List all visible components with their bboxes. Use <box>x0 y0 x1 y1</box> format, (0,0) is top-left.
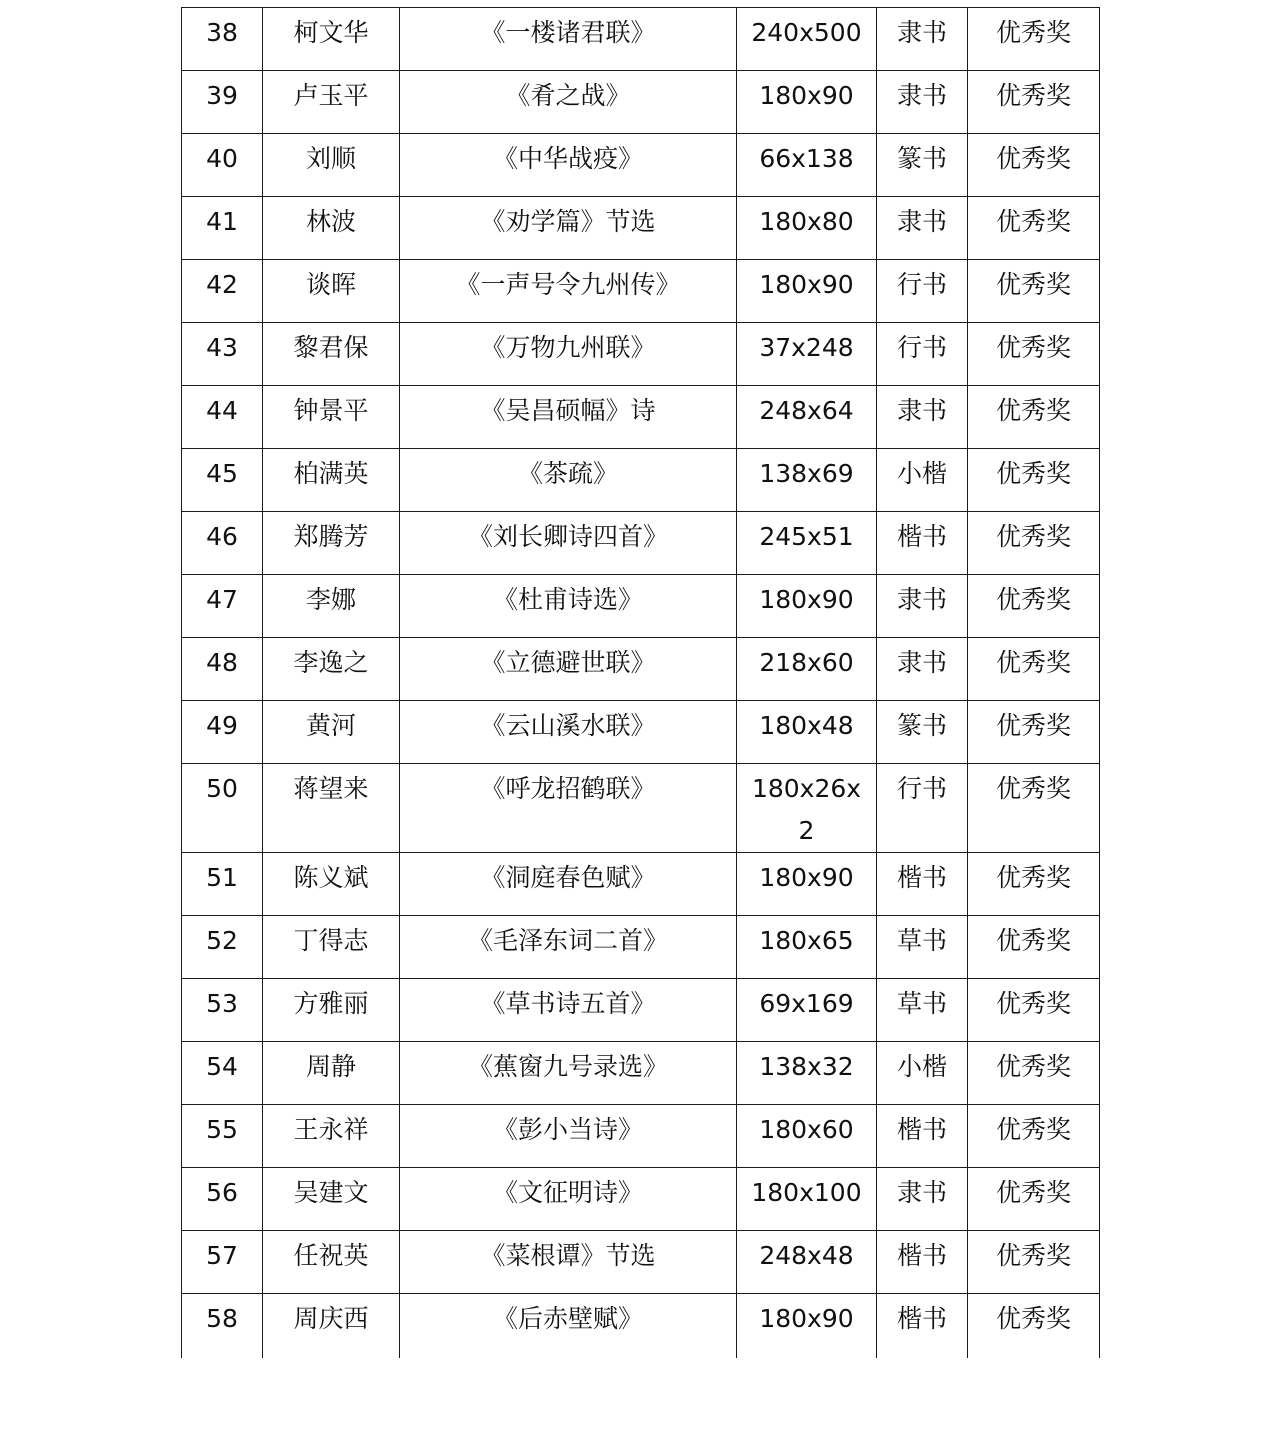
entry-number-cell: 38 <box>182 8 263 71</box>
author-name-cell: 柯文华 <box>263 8 400 71</box>
award-cell: 优秀奖 <box>968 8 1100 71</box>
table-row <box>182 197 1100 260</box>
work-size-cell: 180x90 <box>737 1294 877 1358</box>
work-title-cell: 《后赤壁赋》 <box>400 1294 737 1358</box>
script-style-cell: 隶书 <box>877 1168 968 1231</box>
author-name-cell: 丁得志 <box>263 916 400 979</box>
work-size-cell: 138x69 <box>737 449 877 512</box>
work-title-cell: 《一声号令九州传》 <box>400 260 737 323</box>
table-row <box>182 323 1100 386</box>
table-row <box>182 853 1100 916</box>
table-row <box>182 638 1100 701</box>
script-style-cell: 楷书 <box>877 1294 968 1358</box>
script-style-cell: 隶书 <box>877 386 968 449</box>
author-name-cell: 方雅丽 <box>263 979 400 1042</box>
work-title-cell: 《肴之战》 <box>400 71 737 134</box>
work-title-cell: 《蕉窗九号录选》 <box>400 1042 737 1105</box>
script-style-cell: 行书 <box>877 323 968 386</box>
award-cell: 优秀奖 <box>968 1231 1100 1294</box>
award-cell: 优秀奖 <box>968 323 1100 386</box>
work-size-cell: 180x90 <box>737 575 877 638</box>
table-row <box>182 449 1100 512</box>
work-size-cell: 138x32 <box>737 1042 877 1105</box>
award-cell: 优秀奖 <box>968 197 1100 260</box>
entry-number-cell: 42 <box>182 260 263 323</box>
award-cell: 优秀奖 <box>968 512 1100 575</box>
work-size-cell: 37x248 <box>737 323 877 386</box>
entry-number-cell: 39 <box>182 71 263 134</box>
entry-number-cell: 57 <box>182 1231 263 1294</box>
entry-number-cell: 52 <box>182 916 263 979</box>
entry-number-cell: 45 <box>182 449 263 512</box>
script-style-cell: 隶书 <box>877 638 968 701</box>
table-row <box>182 134 1100 197</box>
script-style-cell: 小楷 <box>877 1042 968 1105</box>
table-row <box>182 916 1100 979</box>
work-size-cell: 180x26x2 <box>737 764 877 853</box>
table-row <box>182 575 1100 638</box>
work-size-cell: 245x51 <box>737 512 877 575</box>
author-name-cell: 郑腾芳 <box>263 512 400 575</box>
award-cell: 优秀奖 <box>968 1105 1100 1168</box>
work-title-cell: 《洞庭春色赋》 <box>400 853 737 916</box>
table-row <box>182 979 1100 1042</box>
author-name-cell: 谈晖 <box>263 260 400 323</box>
script-style-cell: 楷书 <box>877 512 968 575</box>
entry-number-cell: 54 <box>182 1042 263 1105</box>
table-row <box>182 512 1100 575</box>
table-row <box>182 386 1100 449</box>
award-cell: 优秀奖 <box>968 71 1100 134</box>
work-title-cell: 《呼龙招鹤联》 <box>400 764 737 853</box>
table-row <box>182 1231 1100 1294</box>
award-cell: 优秀奖 <box>968 1168 1100 1231</box>
work-title-cell: 《中华战疫》 <box>400 134 737 197</box>
work-size-cell: 180x65 <box>737 916 877 979</box>
award-list-table <box>181 7 1100 1358</box>
script-style-cell: 行书 <box>877 764 968 853</box>
work-title-cell: 《杜甫诗选》 <box>400 575 737 638</box>
author-name-cell: 林波 <box>263 197 400 260</box>
work-title-cell: 《彭小当诗》 <box>400 1105 737 1168</box>
table-row <box>182 1294 1100 1358</box>
entry-number-cell: 44 <box>182 386 263 449</box>
award-list-table-container <box>181 7 1099 1358</box>
entry-number-cell: 51 <box>182 853 263 916</box>
work-size-cell: 66x138 <box>737 134 877 197</box>
author-name-cell: 黄河 <box>263 701 400 764</box>
entry-number-cell: 40 <box>182 134 263 197</box>
script-style-cell: 草书 <box>877 979 968 1042</box>
script-style-cell: 篆书 <box>877 134 968 197</box>
award-cell: 优秀奖 <box>968 916 1100 979</box>
work-size-cell: 240x500 <box>737 8 877 71</box>
entry-number-cell: 46 <box>182 512 263 575</box>
script-style-cell: 隶书 <box>877 197 968 260</box>
author-name-cell: 周庆西 <box>263 1294 400 1358</box>
work-title-cell: 《劝学篇》节选 <box>400 197 737 260</box>
work-title-cell: 《刘长卿诗四首》 <box>400 512 737 575</box>
award-cell: 优秀奖 <box>968 260 1100 323</box>
author-name-cell: 王永祥 <box>263 1105 400 1168</box>
author-name-cell: 蒋望来 <box>263 764 400 853</box>
entry-number-cell: 55 <box>182 1105 263 1168</box>
award-list-body <box>182 8 1100 1358</box>
entry-number-cell: 58 <box>182 1294 263 1358</box>
award-cell: 优秀奖 <box>968 979 1100 1042</box>
table-row <box>182 701 1100 764</box>
work-title-cell: 《万物九州联》 <box>400 323 737 386</box>
work-size-cell: 180x90 <box>737 260 877 323</box>
work-size-cell: 248x64 <box>737 386 877 449</box>
work-size-cell: 218x60 <box>737 638 877 701</box>
author-name-cell: 周静 <box>263 1042 400 1105</box>
award-cell: 优秀奖 <box>968 701 1100 764</box>
script-style-cell: 草书 <box>877 916 968 979</box>
work-size-cell: 180x80 <box>737 197 877 260</box>
author-name-cell: 李娜 <box>263 575 400 638</box>
award-cell: 优秀奖 <box>968 134 1100 197</box>
award-cell: 优秀奖 <box>968 764 1100 853</box>
work-size-cell: 180x48 <box>737 701 877 764</box>
script-style-cell: 隶书 <box>877 71 968 134</box>
award-cell: 优秀奖 <box>968 449 1100 512</box>
award-cell: 优秀奖 <box>968 1042 1100 1105</box>
table-row <box>182 1042 1100 1105</box>
script-style-cell: 楷书 <box>877 853 968 916</box>
script-style-cell: 楷书 <box>877 1105 968 1168</box>
work-title-cell: 《一楼诸君联》 <box>400 8 737 71</box>
author-name-cell: 钟景平 <box>263 386 400 449</box>
table-row <box>182 260 1100 323</box>
author-name-cell: 柏满英 <box>263 449 400 512</box>
work-title-cell: 《茶疏》 <box>400 449 737 512</box>
work-size-cell: 248x48 <box>737 1231 877 1294</box>
entry-number-cell: 41 <box>182 197 263 260</box>
entry-number-cell: 48 <box>182 638 263 701</box>
author-name-cell: 李逸之 <box>263 638 400 701</box>
table-row <box>182 71 1100 134</box>
script-style-cell: 楷书 <box>877 1231 968 1294</box>
work-title-cell: 《立德避世联》 <box>400 638 737 701</box>
work-title-cell: 《云山溪水联》 <box>400 701 737 764</box>
award-cell: 优秀奖 <box>968 575 1100 638</box>
script-style-cell: 篆书 <box>877 701 968 764</box>
award-cell: 优秀奖 <box>968 386 1100 449</box>
work-title-cell: 《文征明诗》 <box>400 1168 737 1231</box>
work-size-cell: 180x90 <box>737 71 877 134</box>
work-size-cell: 69x169 <box>737 979 877 1042</box>
script-style-cell: 隶书 <box>877 8 968 71</box>
work-size-cell: 180x90 <box>737 853 877 916</box>
work-title-cell: 《吴昌硕幅》诗 <box>400 386 737 449</box>
author-name-cell: 吴建文 <box>263 1168 400 1231</box>
script-style-cell: 小楷 <box>877 449 968 512</box>
author-name-cell: 刘顺 <box>263 134 400 197</box>
entry-number-cell: 49 <box>182 701 263 764</box>
table-row <box>182 8 1100 71</box>
work-title-cell: 《菜根谭》节选 <box>400 1231 737 1294</box>
award-cell: 优秀奖 <box>968 853 1100 916</box>
table-row <box>182 764 1100 853</box>
script-style-cell: 行书 <box>877 260 968 323</box>
entry-number-cell: 43 <box>182 323 263 386</box>
work-size-cell: 180x100 <box>737 1168 877 1231</box>
table-row <box>182 1105 1100 1168</box>
award-cell: 优秀奖 <box>968 638 1100 701</box>
author-name-cell: 任祝英 <box>263 1231 400 1294</box>
work-title-cell: 《草书诗五首》 <box>400 979 737 1042</box>
entry-number-cell: 47 <box>182 575 263 638</box>
author-name-cell: 黎君保 <box>263 323 400 386</box>
work-title-cell: 《毛泽东词二首》 <box>400 916 737 979</box>
author-name-cell: 陈义斌 <box>263 853 400 916</box>
table-row <box>182 1168 1100 1231</box>
entry-number-cell: 56 <box>182 1168 263 1231</box>
award-cell: 优秀奖 <box>968 1294 1100 1358</box>
work-size-cell: 180x60 <box>737 1105 877 1168</box>
entry-number-cell: 53 <box>182 979 263 1042</box>
script-style-cell: 隶书 <box>877 575 968 638</box>
entry-number-cell: 50 <box>182 764 263 853</box>
author-name-cell: 卢玉平 <box>263 71 400 134</box>
